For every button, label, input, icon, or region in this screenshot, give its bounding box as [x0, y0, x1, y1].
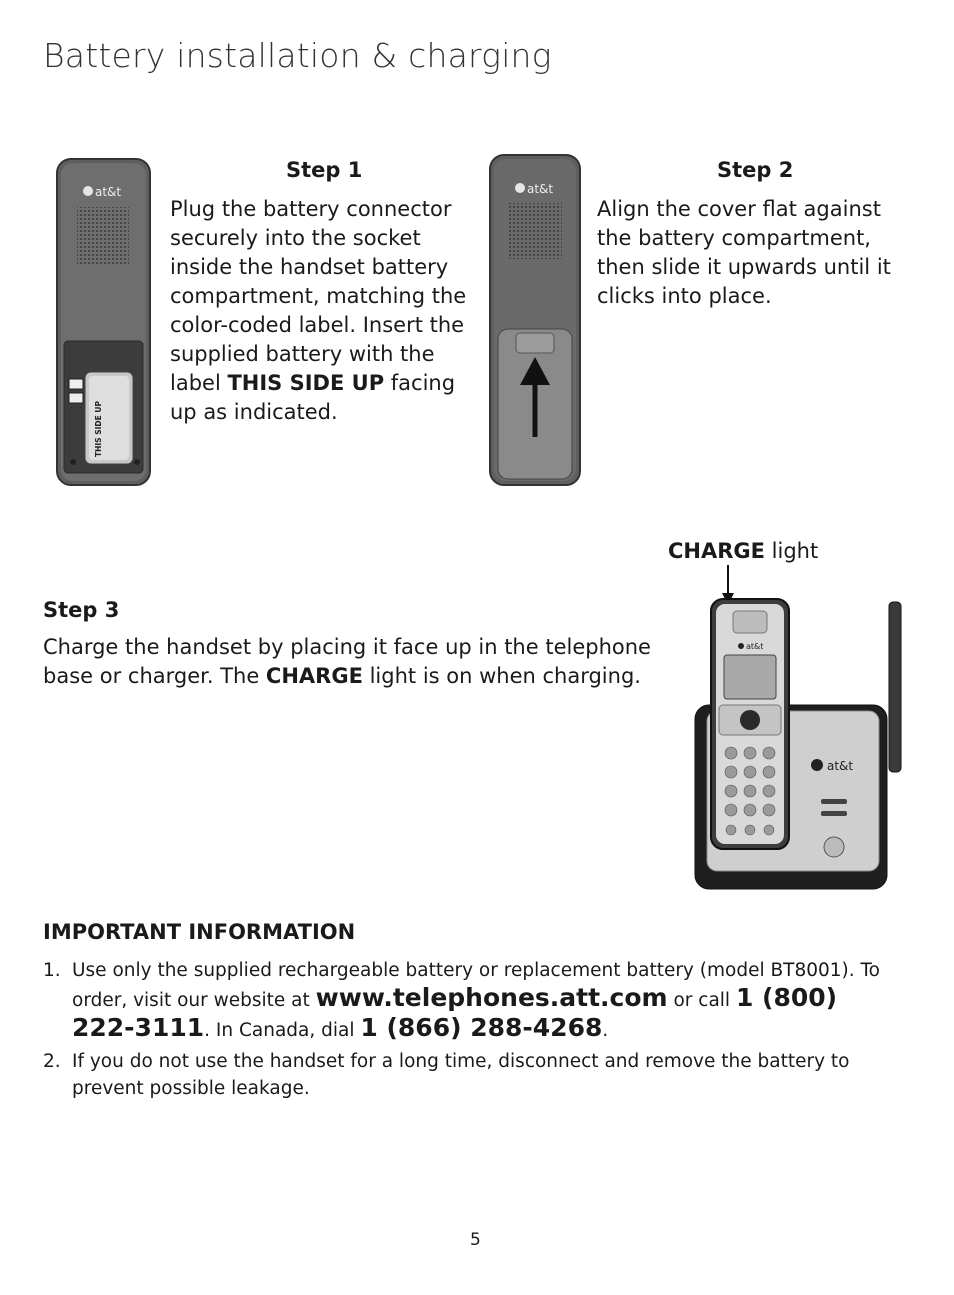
page-title: Battery installation & charging — [43, 36, 552, 75]
step1-text — [170, 195, 475, 427]
info-item-2-number: 2. — [43, 1051, 61, 1072]
handset-battery-compartment-illustration — [55, 157, 152, 487]
brand-logo-text: at&t — [95, 185, 122, 199]
info-item-1-text-d: . — [602, 1020, 609, 1041]
step3-bold: CHARGE — [265, 664, 363, 688]
battery-label-text: THIS SIDE UP — [94, 401, 103, 457]
info-item-1 — [43, 957, 903, 1044]
handset-cover-illustration — [488, 153, 582, 489]
step1-heading: Step 1 — [286, 158, 363, 182]
step1-text-a: Plug the battery connector securely into the socket inside the handset battery compartment, matching the color-coded label. Insert the supplied battery with the label — [170, 197, 467, 395]
important-information-heading: IMPORTANT INFORMATION — [43, 920, 356, 944]
handset-brand-text: at&t — [746, 642, 764, 651]
phone-canada: 1 (866) 288-4268 — [360, 1013, 603, 1042]
page-number: 5 — [470, 1230, 481, 1250]
telephone-base-illustration — [693, 597, 907, 891]
phone-us: 1 (800) 222-3111 — [72, 983, 838, 1042]
info-item-1-number: 1. — [43, 960, 61, 981]
step3-heading: Step 3 — [43, 598, 120, 622]
info-item-1-text-b: or call — [667, 990, 736, 1011]
step2-text: Align the cover flat against the battery compartment, then slide it upwards until it clicks into place. — [597, 197, 891, 308]
step1-bold: THIS SIDE UP — [227, 371, 385, 395]
charge-label-bold: CHARGE — [668, 539, 765, 563]
base-brand-text: at&t — [827, 759, 854, 773]
step1-text-b: facing up as indicated. — [170, 371, 456, 424]
info-item-1-text-c: . In Canada, dial — [204, 1020, 361, 1041]
website-link[interactable]: www.telephones.att.com — [315, 983, 668, 1012]
step2-heading: Step 2 — [717, 158, 794, 182]
step3-text-a: Charge the handset by placing it face up in the telephone base or charger. The — [43, 635, 651, 688]
step3-text-b: light is on when charging. — [362, 664, 641, 688]
charge-light-callout — [668, 539, 818, 563]
charge-label-text: light — [765, 539, 819, 563]
info-item-1-text-a: Use only the supplied rechargeable battery or replacement battery (model BT8001). To order, visit our website at — [72, 960, 880, 1011]
brand-logo-text-2: at&t — [527, 182, 554, 196]
info-item-2-text: If you do not use the handset for a long time, disconnect and remove the battery to prevent possible leakage. — [72, 1051, 850, 1099]
step3-text — [43, 633, 683, 691]
info-item-2 — [43, 1048, 903, 1102]
